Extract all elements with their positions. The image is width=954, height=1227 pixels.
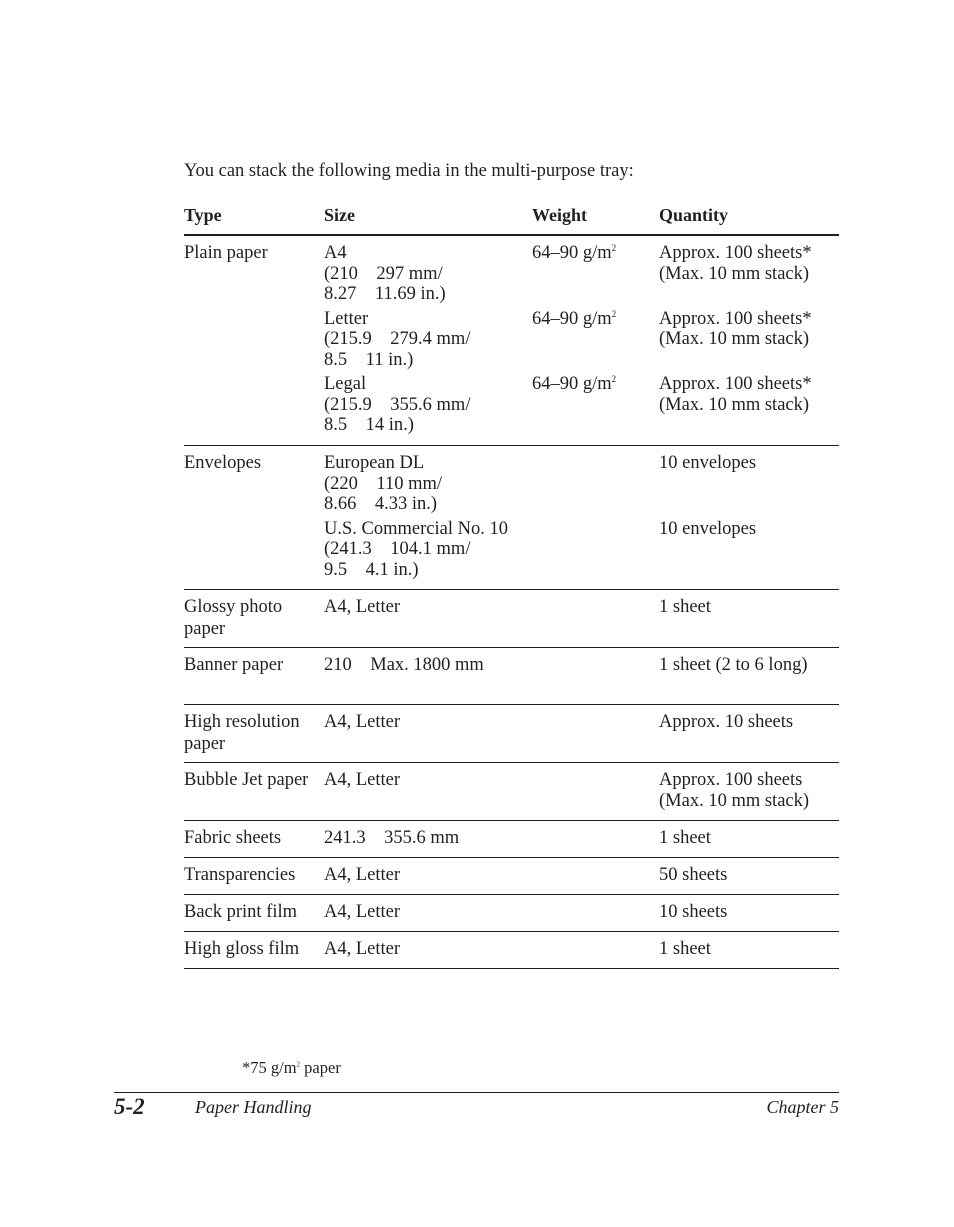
- media-type-cell: Glossy photo paper: [184, 597, 283, 639]
- quantity-line: Approx. 10 sheets: [659, 712, 794, 732]
- table-row: [184, 932, 839, 969]
- quantity-cell: [659, 902, 839, 923]
- footnote: [242, 1058, 341, 1078]
- intro-text: You can stack the following media in the multi-purpose tray:: [184, 161, 634, 181]
- weight-superscript: 2: [611, 242, 617, 253]
- quantity-line: Approx. 100 sheets*: [659, 243, 812, 263]
- size-line: (220 110 mm/: [324, 473, 443, 494]
- header-quantity: Quantity: [659, 205, 729, 225]
- weight-cell: [532, 828, 659, 849]
- entries-container: [324, 453, 839, 589]
- table-row: [184, 236, 839, 446]
- chapter-label: Chapter 5: [766, 1097, 839, 1117]
- footnote-superscript: 2: [296, 1060, 301, 1069]
- size-line: (215.9 279.4 mm/: [324, 329, 471, 349]
- header-weight: Weight: [532, 205, 588, 225]
- weight-superscript: 2: [611, 308, 617, 319]
- size-line: 8.66 4.33 in.): [324, 494, 438, 514]
- quantity-cell: [659, 770, 839, 811]
- weight-superscript: 2: [611, 373, 617, 384]
- size-entry: [324, 519, 839, 581]
- media-type-cell: High resolution paper: [184, 712, 300, 754]
- size-cell: [324, 828, 532, 849]
- table-row: [184, 821, 839, 858]
- media-type-cell: Bubble Jet paper: [184, 770, 309, 790]
- header-size: Size: [324, 205, 355, 225]
- quantity-line: Approx. 100 sheets: [659, 770, 803, 790]
- size-cell: [324, 243, 532, 305]
- size-line: 9.5 4.1 in.): [324, 559, 419, 580]
- weight-cell: [532, 519, 659, 581]
- weight-cell: [532, 655, 659, 676]
- size-line: A4, Letter: [324, 865, 401, 885]
- entries-container: [324, 902, 839, 931]
- size-line: A4, Letter: [324, 770, 401, 790]
- quantity-cell: [659, 374, 839, 436]
- size-line: 210 Max. 1800 mm: [324, 655, 484, 675]
- table-body: [184, 236, 839, 969]
- table-row: [184, 895, 839, 932]
- weight-cell: [532, 712, 659, 733]
- size-line: (215.9 355.6 mm/: [324, 394, 471, 415]
- size-cell: [324, 770, 532, 811]
- section-title: Paper Handling: [195, 1097, 312, 1117]
- weight-value: 64–90 g/m: [532, 243, 612, 263]
- weight-cell: [532, 770, 659, 811]
- size-entry: [324, 453, 839, 515]
- media-type-cell: Fabric sheets: [184, 828, 282, 848]
- size-entry: [324, 939, 839, 960]
- size-line: U.S. Commercial No. 10: [324, 518, 508, 539]
- size-line: A4, Letter: [324, 597, 401, 617]
- quantity-cell: [659, 309, 839, 371]
- quantity-line: (Max. 10 mm stack): [659, 263, 810, 284]
- size-cell: [324, 374, 532, 436]
- size-cell: [324, 712, 532, 733]
- entries-container: [324, 712, 839, 762]
- size-line: A4, Letter: [324, 712, 401, 732]
- media-type-cell: Transparencies: [184, 865, 296, 885]
- quantity-line: 10 envelopes: [659, 518, 757, 539]
- page-number: 5-2: [114, 1094, 145, 1119]
- size-line: Letter: [324, 308, 369, 329]
- size-line: European DL: [324, 453, 425, 473]
- quantity-cell: [659, 243, 839, 305]
- quantity-line: (Max. 10 mm stack): [659, 394, 810, 415]
- weight-value: 64–90 g/m: [532, 308, 612, 329]
- media-type-cell: Plain paper: [184, 243, 268, 263]
- footnote-text-end: paper: [300, 1058, 341, 1077]
- size-line: 8.27 11.69 in.): [324, 284, 446, 304]
- quantity-line: Approx. 100 sheets*: [659, 374, 812, 394]
- footer-divider: [114, 1092, 839, 1093]
- weight-cell: [532, 597, 659, 618]
- weight-cell: [532, 309, 659, 371]
- size-line: A4: [324, 243, 347, 263]
- table-row: [184, 590, 839, 648]
- size-cell: [324, 655, 532, 676]
- entries-container: [324, 865, 839, 894]
- size-cell: [324, 309, 532, 371]
- size-entry: [324, 374, 839, 436]
- size-line: (210 297 mm/: [324, 263, 443, 284]
- size-line: 241.3 355.6 mm: [324, 828, 460, 848]
- quantity-cell: [659, 865, 839, 886]
- quantity-cell: [659, 712, 839, 733]
- entries-container: [324, 243, 839, 445]
- header-type: Type: [184, 205, 222, 225]
- size-cell: [324, 597, 532, 618]
- media-table: [184, 203, 839, 969]
- media-type-cell: Back print film: [184, 902, 298, 922]
- quantity-cell: [659, 655, 839, 676]
- size-entry: [324, 770, 839, 811]
- size-line: 8.5 11 in.): [324, 349, 414, 370]
- size-line: A4, Letter: [324, 939, 401, 959]
- size-line: A4, Letter: [324, 902, 401, 922]
- table-row: [184, 858, 839, 895]
- quantity-line: (Max. 10 mm stack): [659, 790, 810, 811]
- entries-container: [324, 770, 839, 820]
- table-row: [184, 648, 839, 705]
- size-cell: [324, 453, 532, 515]
- weight-cell: [532, 453, 659, 515]
- size-entry: [324, 712, 839, 733]
- weight-value: 64–90 g/m: [532, 374, 612, 394]
- quantity-line: 1 sheet (2 to 6 long): [659, 655, 808, 675]
- weight-cell: [532, 865, 659, 886]
- quantity-cell: [659, 453, 839, 515]
- quantity-line: 1 sheet: [659, 597, 711, 617]
- quantity-line: 1 sheet: [659, 939, 711, 959]
- table-row: [184, 763, 839, 821]
- table-header: [184, 203, 839, 236]
- size-entry: [324, 655, 839, 676]
- quantity-line: Approx. 100 sheets*: [659, 308, 812, 329]
- size-entry: [324, 309, 839, 371]
- size-cell: [324, 902, 532, 923]
- size-cell: [324, 939, 532, 960]
- size-entry: [324, 597, 839, 618]
- entries-container: [324, 828, 839, 857]
- quantity-cell: [659, 597, 839, 618]
- weight-cell: [532, 374, 659, 436]
- quantity-line: 10 envelopes: [659, 453, 757, 473]
- size-cell: [324, 865, 532, 886]
- size-entry: [324, 865, 839, 886]
- weight-cell: [532, 939, 659, 960]
- size-entry: [324, 902, 839, 923]
- weight-cell: [532, 902, 659, 923]
- size-cell: [324, 519, 532, 581]
- size-line: Legal: [324, 374, 367, 394]
- quantity-line: 10 sheets: [659, 902, 728, 922]
- size-entry: [324, 243, 839, 305]
- table-row: [184, 446, 839, 590]
- media-type-cell: High gloss film: [184, 939, 300, 959]
- footnote-text: *75 g/m: [242, 1058, 297, 1077]
- quantity-cell: [659, 519, 839, 581]
- entries-container: [324, 655, 839, 704]
- entries-container: [324, 597, 839, 647]
- media-type-cell: Banner paper: [184, 655, 284, 675]
- quantity-cell: [659, 939, 839, 960]
- quantity-line: (Max. 10 mm stack): [659, 329, 810, 349]
- size-line: 8.5 14 in.): [324, 415, 414, 435]
- table-row: [184, 705, 839, 763]
- quantity-line: 50 sheets: [659, 865, 728, 885]
- size-entry: [324, 828, 839, 849]
- entries-container: [324, 939, 839, 968]
- quantity-line: 1 sheet: [659, 828, 711, 848]
- size-line: (241.3 104.1 mm/: [324, 539, 471, 559]
- weight-cell: [532, 243, 659, 305]
- media-type-cell: Envelopes: [184, 453, 262, 473]
- quantity-cell: [659, 828, 839, 849]
